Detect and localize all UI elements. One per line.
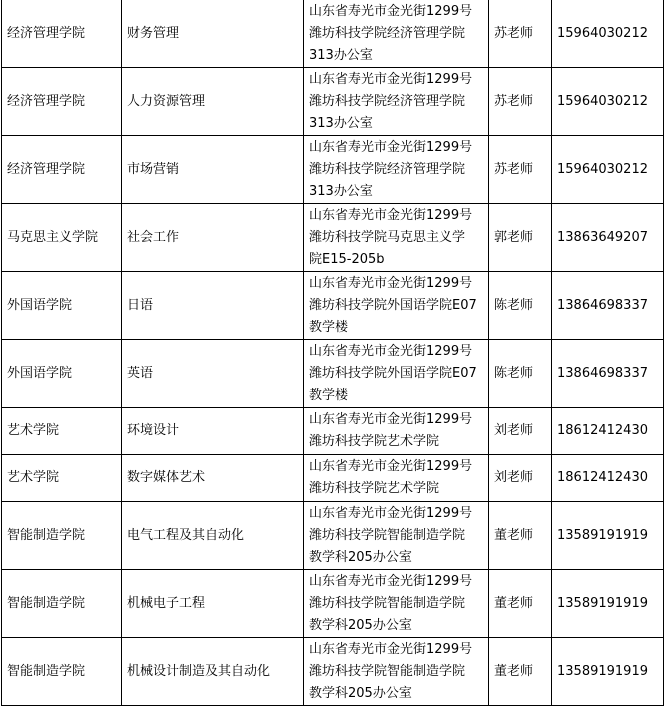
address-line: 313办公室 xyxy=(309,47,373,63)
address-line: 潍坊科技学院外国语学院E07 xyxy=(309,365,477,381)
college-cell: 智能制造学院 xyxy=(2,502,122,570)
address-line: 山东省寿光市金光街1299号 xyxy=(309,275,473,291)
address-cell xyxy=(304,68,489,136)
phone-cell: 15964030212 xyxy=(552,68,664,136)
phone-cell: 13864698337 xyxy=(552,340,664,408)
major-cell: 人力资源管理 xyxy=(122,68,304,136)
address-line: 教学楼 xyxy=(309,387,349,403)
address-line: 潍坊科技学院智能制造学院 xyxy=(309,663,466,679)
phone-cell: 13863649207 xyxy=(552,204,664,272)
college-cell: 马克思主义学院 xyxy=(2,204,122,272)
contact-table xyxy=(1,0,664,706)
address-line: 潍坊科技学院艺术学院 xyxy=(309,434,440,449)
major-cell: 社会工作 xyxy=(122,204,304,272)
address-line: 潍坊科技学院经济管理学院 xyxy=(309,93,466,109)
address-line: 潍坊科技学院智能制造学院 xyxy=(309,527,466,543)
table-row xyxy=(2,340,664,408)
teacher-cell: 苏老师 xyxy=(489,68,552,136)
teacher-cell: 苏老师 xyxy=(489,0,552,68)
address-line: 潍坊科技学院马克思主义学 xyxy=(309,229,466,245)
college-cell: 智能制造学院 xyxy=(2,570,122,638)
college-cell: 外国语学院 xyxy=(2,272,122,340)
table-row xyxy=(2,570,664,638)
major-cell: 机械电子工程 xyxy=(122,570,304,638)
address-line: 教学科205办公室 xyxy=(309,685,412,701)
address-line: 潍坊科技学院经济管理学院 xyxy=(309,161,466,177)
address-line: 潍坊科技学院外国语学院E07 xyxy=(309,297,477,313)
teacher-cell: 董老师 xyxy=(489,638,552,706)
teacher-cell: 郭老师 xyxy=(489,204,552,272)
major-cell: 市场营销 xyxy=(122,136,304,204)
table-body xyxy=(2,0,664,706)
phone-cell: 13589191919 xyxy=(552,638,664,706)
teacher-cell: 陈老师 xyxy=(489,272,552,340)
table-row xyxy=(2,272,664,340)
table-row xyxy=(2,455,664,502)
college-cell: 经济管理学院 xyxy=(2,68,122,136)
table-row xyxy=(2,0,664,68)
address-line: 313办公室 xyxy=(309,115,373,131)
address-line: 院E15-205b xyxy=(309,251,385,267)
address-line: 313办公室 xyxy=(309,183,373,199)
address-line: 潍坊科技学院艺术学院 xyxy=(309,481,440,496)
table-row xyxy=(2,408,664,455)
phone-cell: 13864698337 xyxy=(552,272,664,340)
teacher-cell: 刘老师 xyxy=(489,408,552,455)
table-row xyxy=(2,638,664,706)
address-line: 山东省寿光市金光街1299号 xyxy=(309,505,473,521)
address-line: 山东省寿光市金光街1299号 xyxy=(309,641,473,657)
college-cell: 外国语学院 xyxy=(2,340,122,408)
address-line: 教学楼 xyxy=(309,319,349,335)
phone-cell: 18612412430 xyxy=(552,455,664,502)
phone-cell: 15964030212 xyxy=(552,0,664,68)
address-cell xyxy=(304,570,489,638)
address-cell xyxy=(304,502,489,570)
college-cell: 经济管理学院 xyxy=(2,136,122,204)
teacher-cell: 陈老师 xyxy=(489,340,552,408)
teacher-cell: 董老师 xyxy=(489,570,552,638)
address-cell xyxy=(304,204,489,272)
address-line: 山东省寿光市金光街1299号 xyxy=(309,573,473,589)
address-cell xyxy=(304,272,489,340)
phone-cell: 13589191919 xyxy=(552,502,664,570)
teacher-cell: 董老师 xyxy=(489,502,552,570)
address-cell xyxy=(304,638,489,706)
major-cell: 机械设计制造及其自动化 xyxy=(122,638,304,706)
major-cell: 数字媒体艺术 xyxy=(122,455,304,502)
address-line: 教学科205办公室 xyxy=(309,549,412,565)
address-line: 山东省寿光市金光街1299号 xyxy=(309,139,473,155)
address-cell xyxy=(304,455,489,502)
address-line: 山东省寿光市金光街1299号 xyxy=(309,3,473,19)
address-line: 潍坊科技学院智能制造学院 xyxy=(309,595,466,611)
address-cell xyxy=(304,136,489,204)
college-cell: 智能制造学院 xyxy=(2,638,122,706)
table-row xyxy=(2,68,664,136)
table-row xyxy=(2,136,664,204)
address-line: 山东省寿光市金光街1299号 xyxy=(309,412,473,427)
table-row xyxy=(2,204,664,272)
major-cell: 日语 xyxy=(122,272,304,340)
teacher-cell: 苏老师 xyxy=(489,136,552,204)
address-line: 山东省寿光市金光街1299号 xyxy=(309,343,473,359)
phone-cell: 13589191919 xyxy=(552,570,664,638)
address-line: 教学科205办公室 xyxy=(309,617,412,633)
address-cell xyxy=(304,0,489,68)
teacher-cell: 刘老师 xyxy=(489,455,552,502)
address-line: 山东省寿光市金光街1299号 xyxy=(309,459,473,474)
address-cell xyxy=(304,340,489,408)
phone-cell: 15964030212 xyxy=(552,136,664,204)
college-cell: 艺术学院 xyxy=(2,408,122,455)
address-line: 山东省寿光市金光街1299号 xyxy=(309,71,473,87)
address-cell xyxy=(304,408,489,455)
major-cell: 环境设计 xyxy=(122,408,304,455)
table-row xyxy=(2,502,664,570)
major-cell: 英语 xyxy=(122,340,304,408)
address-line: 潍坊科技学院经济管理学院 xyxy=(309,25,466,41)
college-cell: 经济管理学院 xyxy=(2,0,122,68)
major-cell: 电气工程及其自动化 xyxy=(122,502,304,570)
college-cell: 艺术学院 xyxy=(2,455,122,502)
address-line: 山东省寿光市金光街1299号 xyxy=(309,207,473,223)
major-cell: 财务管理 xyxy=(122,0,304,68)
phone-cell: 18612412430 xyxy=(552,408,664,455)
